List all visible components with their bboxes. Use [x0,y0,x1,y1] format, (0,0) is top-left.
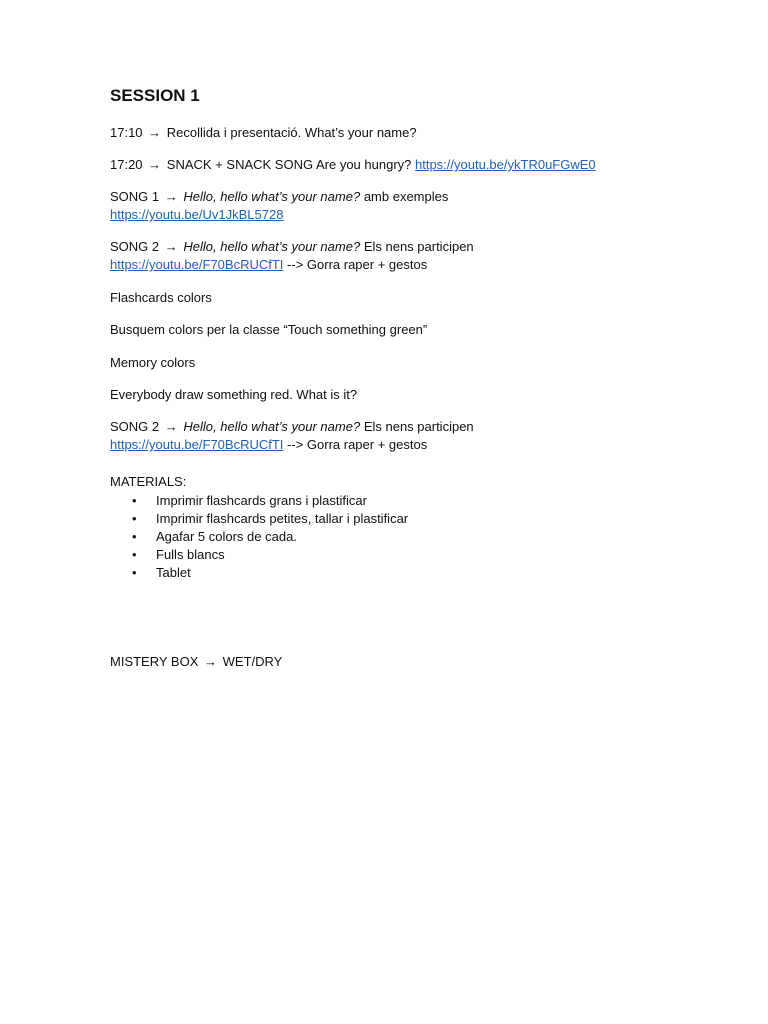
time-label: 17:20 [110,157,143,172]
song2-line [110,238,474,256]
mistery-text: WET/DRY [222,654,283,669]
activity-flashcards: Flashcards colors [110,290,212,305]
materials-item: • Fulls blancs [132,547,225,562]
line-text: Els nens participen [363,239,474,254]
materials-list [110,492,408,582]
mistery-box-line [110,653,282,671]
line-text: amb exemples [363,189,449,204]
line-text: SNACK + SNACK SONG Are you hungry? [166,157,412,172]
arrow-icon: → [204,654,218,669]
song-label: SONG 1 [110,189,160,204]
materials-item: • Tablet [132,565,191,580]
song2-link-line [110,256,427,274]
arrow-icon: → [164,419,178,434]
bullet-icon: • [132,511,137,526]
song1-link-line [110,206,283,224]
arrow-icon: → [164,189,178,204]
song2-repeat-line [110,418,474,436]
song-title: Hello, hello what’s your name? [183,419,361,434]
song1-line [110,188,448,206]
snack-song-link[interactable]: https://youtu.be/ykTR0uFGwE0 [415,157,596,172]
bullet-icon: • [132,529,137,544]
arrow-icon: → [164,239,178,254]
materials-heading: MATERIALS: [110,474,187,489]
activity-memory: Memory colors [110,355,196,370]
line-text: Recollida i presentació. What’s your name? [166,125,417,140]
song2-repeat-link[interactable]: https://youtu.be/F70BcRUCfTI [110,437,284,452]
time-label: 17:10 [110,125,143,140]
materials-item: • Imprimir flashcards grans i plastificar [132,493,367,508]
schedule-line-arrival [110,124,417,142]
materials-item: • Agafar 5 colors de cada. [132,529,297,544]
song-title: Hello, hello what’s your name? [183,239,361,254]
line-text: --> Gorra raper + gestos [287,257,428,272]
page-title: SESSION 1 [110,86,200,105]
song2-repeat-link-line [110,436,427,454]
bullet-icon: • [132,565,137,580]
materials-item: • Imprimir flashcards petites, tallar i plastificar [132,511,409,526]
arrow-icon: → [148,125,162,140]
song1-link[interactable]: https://youtu.be/Uv1JkBL5728 [110,207,284,222]
song-title: Hello, hello what’s your name? [183,189,361,204]
activity-draw: Everybody draw something red. What is it? [110,387,358,402]
bullet-icon: • [132,493,137,508]
song-label: SONG 2 [110,419,160,434]
line-text: --> Gorra raper + gestos [287,437,428,452]
song2-link[interactable]: https://youtu.be/F70BcRUCfTI [110,257,284,272]
activity-busquem: Busquem colors per la classe “Touch something green” [110,322,428,337]
mistery-label: MISTERY BOX [110,654,199,669]
schedule-line-snack [110,156,596,174]
arrow-icon: → [148,157,162,172]
bullet-icon: • [132,547,137,562]
line-text: Els nens participen [363,419,474,434]
song-label: SONG 2 [110,239,160,254]
